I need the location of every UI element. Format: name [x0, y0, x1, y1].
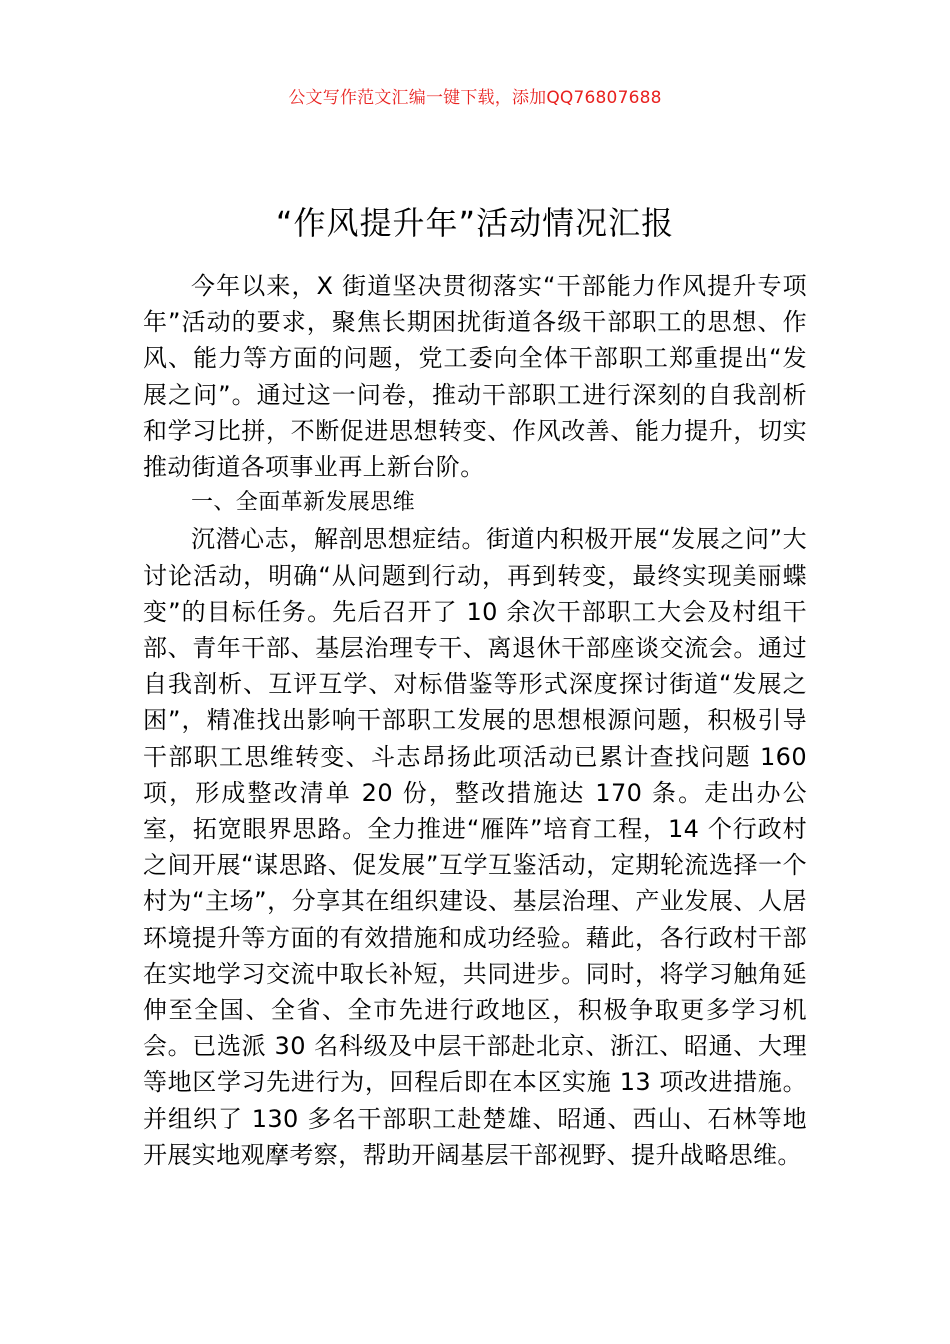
download-promo-note: 公文写作范文汇编一键下载，添加QQ76807688	[288, 88, 662, 108]
section-heading-1: 一、全面革新发展思维	[191, 490, 416, 516]
document-body	[143, 268, 807, 1173]
section-1-paragraph: 沉潜心志，解剖思想症结。街道内积极开展“发展之问”大讨论活动，明确“从问题到行动，再到转变，最终实现美丽蝶变”的目标任务。先后召开了 10 余次干部职工大会及村组干部、青年干部、基层治理专干、离退休干部座谈交流会。通过自我剖析、互评互学、对标借鉴等形式深度探讨街道“发展之困”，精准找出影响干部职工发展的思想根源问题，积极引导干部职工思维转变、斗志昂扬此项活动已累计查找问题 160 项，形成整改清单 20 份，整改措施达 170 条。走出办公室，拓宽眼界思路。全力推进“雁阵”培育工程，14 个行政村之间开展“谋思路、促发展”互学互鉴活动，定期轮流选择一个村为“主场”，分享其在组织建设、基层治理、产业发展、人居环境提升等方面的有效措施和成功经验。藉此，各行政村干部在实地学习交流中取长补短，共同进步。同时，将学习触角延伸至全国、全省、全市先进行政地区，积极争取更多学习机会。已选派 30 名科级及中层干部赴北京、浙江、昭通、大理等地区学习先进行为，回程后即在本区实施 13 项改进措施。并组织了 130 多名干部职工赴楚雄、昭通、西山、石林等地开展实地观摩考察，帮助开阔基层干部视野、提升战略思维。	[143, 525, 807, 1169]
document-title: “作风提升年”活动情况汇报	[275, 204, 675, 243]
intro-paragraph: 今年以来，X 街道坚决贯彻落实“干部能力作风提升专项年”活动的要求，聚焦长期困扰街道各级干部职工的思想、作风、能力等方面的问题，党工委向全体干部职工郑重提出“发展之问”。通过这一问卷，推动干部职工进行深刻的自我剖析和学习比拼，不断促进思想转变、作风改善、能力提升，切实推动街道各项事业再上新台阶。	[143, 272, 807, 482]
